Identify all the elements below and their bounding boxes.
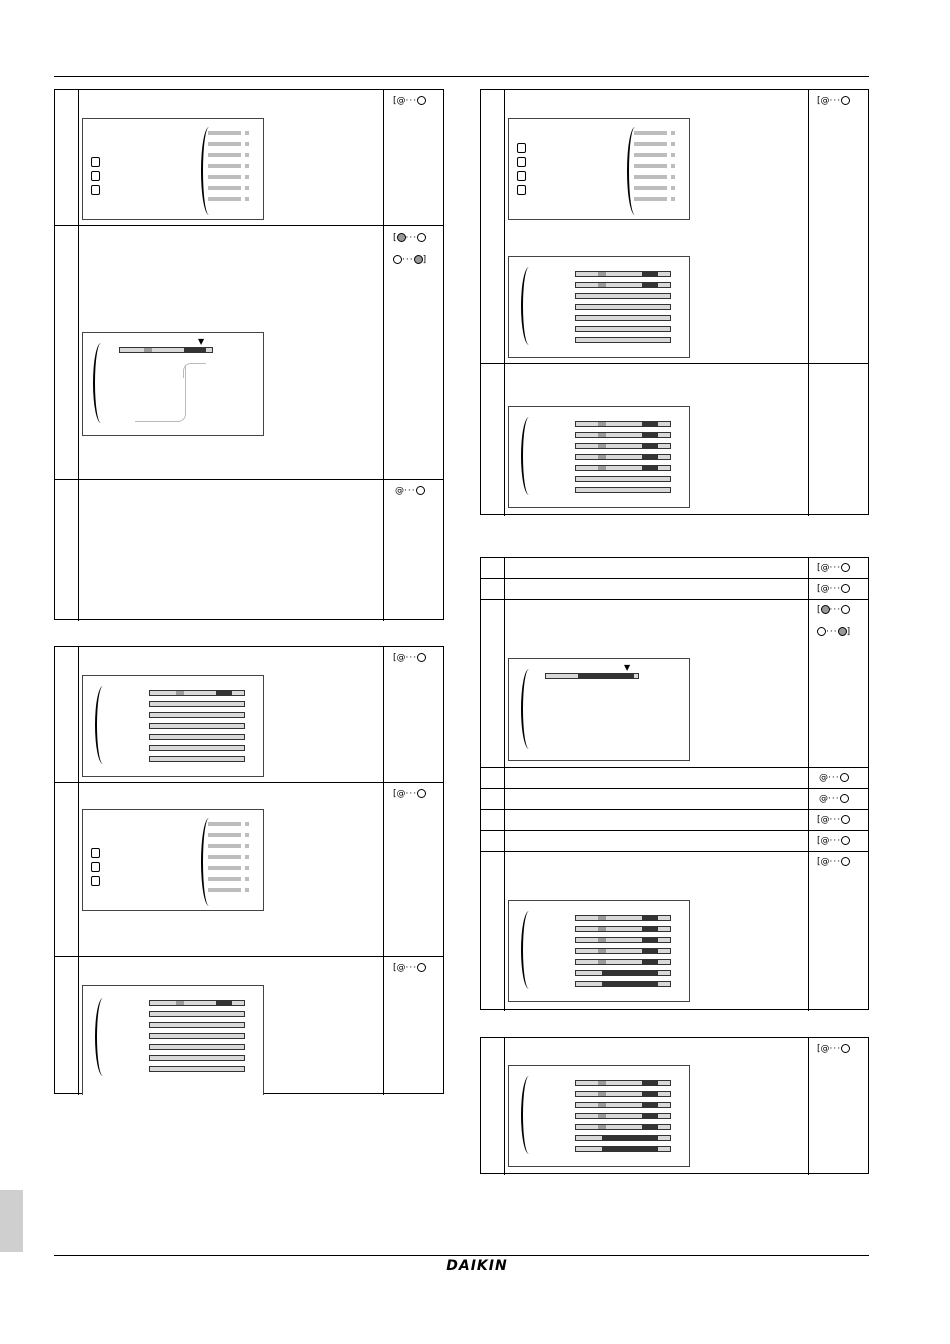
step-row bbox=[481, 600, 868, 768]
ui-screen bbox=[82, 985, 264, 1095]
ui-screen bbox=[82, 675, 264, 777]
procedure-table-4 bbox=[480, 557, 869, 1010]
touch-press-icon: [@··· bbox=[817, 814, 850, 826]
touch-press-icon: [@··· bbox=[393, 652, 426, 664]
copy-icon bbox=[91, 185, 100, 195]
edit-icon bbox=[517, 157, 526, 167]
step-row bbox=[481, 810, 868, 831]
touch-press-icon: [@··· bbox=[817, 583, 850, 595]
touch-press-icon: [@··· bbox=[393, 788, 426, 800]
touch-press-icon: [@··· bbox=[817, 562, 850, 574]
step-row bbox=[481, 364, 868, 516]
daikin-logo: DAIKIN bbox=[446, 1258, 508, 1274]
ui-screen bbox=[508, 406, 690, 508]
ui-screen bbox=[82, 118, 264, 220]
marker-icon: ▼ bbox=[198, 337, 205, 346]
touch-press-icon: @··· bbox=[819, 793, 849, 805]
footer-rule bbox=[54, 1255, 869, 1256]
touch-press-icon: @··· bbox=[395, 485, 425, 497]
step-row bbox=[481, 768, 868, 789]
ui-screen bbox=[82, 332, 264, 436]
step-row bbox=[55, 226, 443, 480]
trash-icon bbox=[91, 157, 100, 167]
step-row bbox=[481, 852, 868, 1011]
touch-press-icon: [@··· bbox=[817, 835, 850, 847]
ui-screen bbox=[508, 1065, 690, 1167]
save-icon bbox=[517, 185, 526, 195]
side-tab bbox=[0, 1190, 23, 1252]
ui-screen bbox=[508, 658, 690, 761]
ui-screen bbox=[82, 809, 264, 911]
step-row bbox=[55, 783, 443, 957]
edit-icon bbox=[91, 862, 100, 872]
trash-icon bbox=[517, 143, 526, 153]
step-row bbox=[481, 831, 868, 852]
step-row bbox=[481, 1038, 868, 1175]
ui-screen bbox=[508, 900, 690, 1002]
procedure-table-2 bbox=[54, 646, 444, 1094]
ui-screen bbox=[508, 118, 690, 220]
left-dial-icon: [ ··· bbox=[817, 604, 850, 616]
copy-icon bbox=[517, 171, 526, 181]
step-row bbox=[55, 957, 443, 1095]
touch-press-icon: [@··· bbox=[817, 95, 850, 107]
touch-press-icon: @··· bbox=[819, 772, 849, 784]
step-row bbox=[55, 480, 443, 621]
procedure-table-1 bbox=[54, 89, 444, 620]
copy-icon bbox=[91, 876, 100, 886]
right-dial-icon: ··· ] bbox=[817, 626, 850, 638]
touch-press-icon: [@··· bbox=[393, 95, 426, 107]
step-row bbox=[55, 647, 443, 783]
step-row bbox=[481, 579, 868, 600]
procedure-table-3 bbox=[480, 89, 869, 515]
edit-icon bbox=[91, 171, 100, 181]
header-rule bbox=[54, 76, 869, 77]
step-row bbox=[481, 789, 868, 810]
ui-screen bbox=[508, 256, 690, 358]
step-row bbox=[481, 558, 868, 579]
touch-press-icon: [@··· bbox=[817, 1043, 850, 1055]
marker-icon: ▼ bbox=[624, 663, 631, 672]
left-dial-icon: [ ··· bbox=[393, 232, 426, 244]
step-row bbox=[481, 90, 868, 364]
touch-press-icon: [@··· bbox=[393, 962, 426, 974]
procedure-table-5 bbox=[480, 1037, 869, 1174]
touch-press-icon: [@··· bbox=[817, 856, 850, 868]
step-row bbox=[55, 90, 443, 226]
trash-icon bbox=[91, 848, 100, 858]
right-dial-icon: ··· ] bbox=[393, 254, 426, 266]
